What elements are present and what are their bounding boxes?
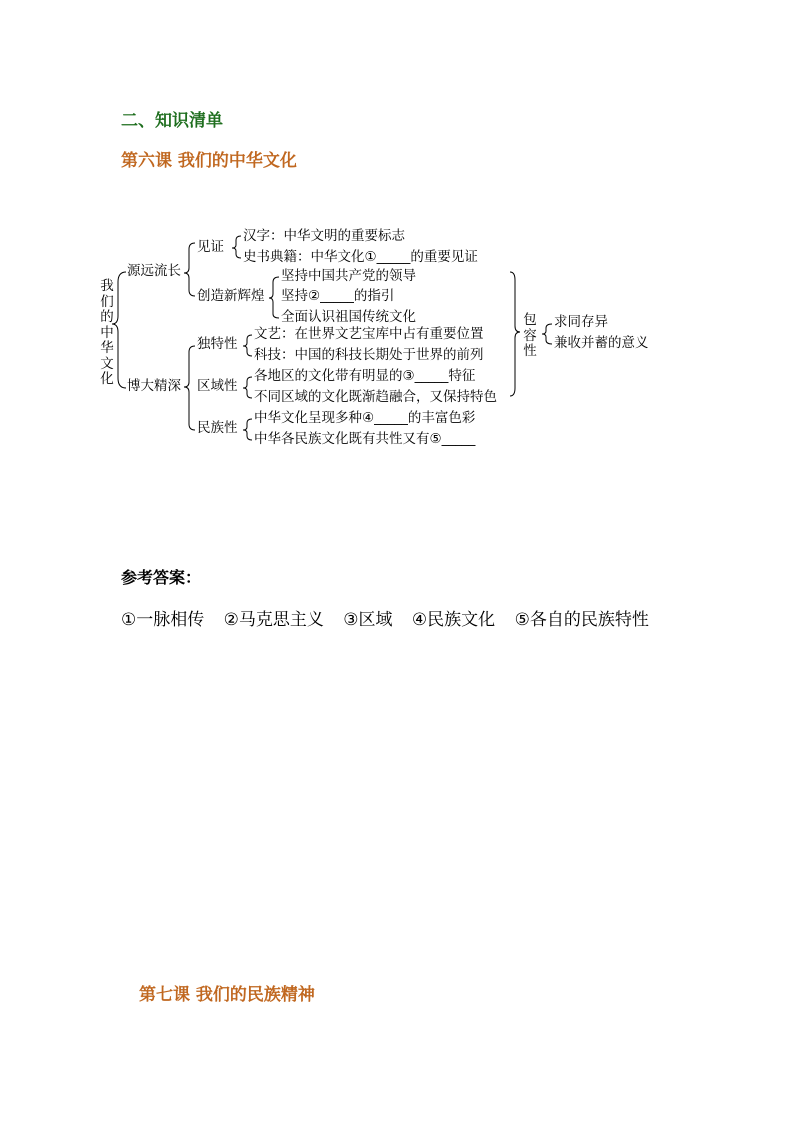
branch-profound-label: 博大精深 bbox=[127, 378, 181, 394]
mindmap-root: 我们的中华文化 bbox=[100, 278, 114, 387]
lesson7-title: 第七课 我们的民族精神 bbox=[139, 985, 315, 1005]
bracket-unique bbox=[243, 335, 252, 356]
ethnic-item-1: 中华文化呈现多种④_____的丰富色彩 bbox=[254, 410, 476, 426]
section-title: 二、知识清单 bbox=[121, 111, 223, 131]
bracket-create bbox=[269, 277, 279, 318]
bracket-witness bbox=[232, 236, 241, 258]
answers-title: 参考答案： bbox=[121, 568, 202, 587]
regional-label: 区域性 bbox=[197, 378, 238, 394]
unique-item-2: 科技：中国的科技长期处于世界的前列 bbox=[254, 347, 484, 363]
witness-item-2: 史书典籍：中华文化①_____的重要见证 bbox=[243, 249, 478, 265]
branch-origin-label: 源远流长 bbox=[127, 263, 181, 279]
regional-item-1: 各地区的文化带有明显的③_____特征 bbox=[254, 368, 476, 384]
regional-item-2: 不同区域的文化既渐趋融合，又保持特色 bbox=[254, 389, 497, 405]
bracket-ethnic bbox=[243, 419, 252, 440]
unique-item-1: 文艺：在世界文艺宝库中占有重要位置 bbox=[254, 326, 484, 342]
answers-line: ①一脉相传 ②马克思主义 ③区域 ④民族文化 ⑤各自的民族特性 bbox=[121, 610, 649, 630]
witness-item-1: 汉字：中华文明的重要标志 bbox=[243, 228, 405, 244]
bracket-regional bbox=[243, 377, 252, 398]
create-item-3: 全面认识祖国传统文化 bbox=[281, 309, 416, 325]
witness-label: 见证 bbox=[197, 239, 224, 255]
lesson6-title: 第六课 我们的中华文化 bbox=[121, 151, 297, 171]
create-item-1: 坚持中国共产党的领导 bbox=[281, 268, 416, 284]
bracket-inclusive bbox=[542, 324, 552, 344]
create-label: 创造新辉煌 bbox=[197, 288, 265, 304]
unique-label: 独特性 bbox=[197, 336, 238, 352]
inclusive-label: 包容性 bbox=[523, 312, 537, 359]
create-item-2: 坚持②_____的指引 bbox=[281, 288, 395, 304]
bracket-origin bbox=[184, 243, 195, 296]
inclusive-item-2: 兼收并蓄的意义 bbox=[554, 335, 649, 351]
bracket-root bbox=[112, 272, 126, 388]
inclusive-item-1: 求同存异 bbox=[554, 314, 608, 330]
ethnic-item-2: 中华各民族文化既有共性又有⑤_____ bbox=[254, 431, 476, 447]
bracket-profound bbox=[184, 346, 195, 430]
bracket-right-closing bbox=[510, 272, 520, 396]
ethnic-label: 民族性 bbox=[197, 420, 238, 436]
